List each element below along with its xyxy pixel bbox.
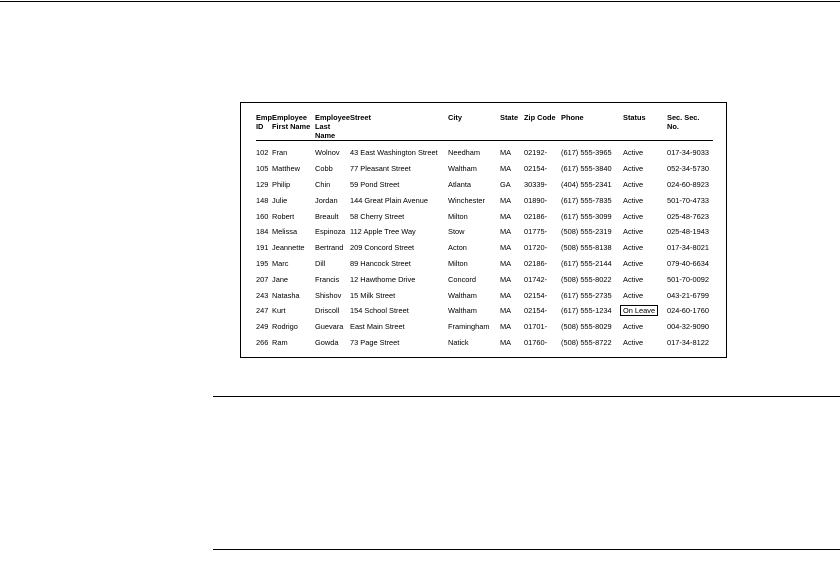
header-line-2: ID <box>256 122 264 131</box>
cell-last-name: Driscoll <box>315 306 340 316</box>
cell-emp-id: 243 <box>256 290 269 300</box>
cell-state: GA <box>500 179 511 189</box>
cell-street: 58 Cherry Street <box>350 211 405 221</box>
cell-zip-code: 02154- <box>524 306 548 316</box>
cell-phone: (508) 555-8029 <box>561 322 612 332</box>
cell-zip-code: 02186- <box>524 258 548 268</box>
cell-city: Waltham <box>448 306 477 316</box>
cell-status <box>623 303 667 319</box>
cell-city: Milton <box>448 258 468 268</box>
header-line-1: Phone <box>561 113 584 122</box>
table-row <box>256 177 713 193</box>
cell-first-name: Kurt <box>272 306 286 316</box>
cell-emp-id: 195 <box>256 258 269 268</box>
table-row <box>256 319 713 335</box>
header-line-1: City <box>448 113 462 122</box>
cell-street: 77 Pleasant Street <box>350 164 411 174</box>
cell-emp-id: 102 <box>256 148 269 158</box>
cell-state: MA <box>500 243 512 253</box>
cell-zip-code: 02154- <box>524 164 548 174</box>
header-line-1: Emp <box>256 113 273 122</box>
header-line-1: Sec. Sec. No. <box>667 113 700 131</box>
cell-city: Acton <box>448 243 467 253</box>
cell-first-name: Matthew <box>272 164 300 174</box>
header-line-1: Street <box>350 113 371 122</box>
cell-city: Waltham <box>448 290 477 300</box>
cell-first-name: Melissa <box>272 227 298 237</box>
cell-zip-code: 01775- <box>524 227 548 237</box>
header-line-1: Status <box>623 113 646 122</box>
cell-street: East Main Street <box>350 322 405 332</box>
cell-last-name: Guevara <box>315 322 344 332</box>
top-rule <box>0 1 840 2</box>
cell-status: Active <box>623 148 644 158</box>
cell-emp-id: 249 <box>256 322 269 332</box>
status-edit-box[interactable]: On Leave <box>620 305 658 316</box>
cell-soc-sec-no: 501-70-0092 <box>667 274 709 284</box>
header-line-2: Last Name <box>315 122 336 140</box>
cell-emp-id: 191 <box>256 243 269 253</box>
header-line-1: Zip Code <box>524 113 556 122</box>
cell-soc-sec-no: 052-34-5730 <box>667 164 709 174</box>
cell-street: 15 Milk Street <box>350 290 396 300</box>
header-line-1: Employee <box>272 113 307 122</box>
cell-phone: (508) 555-2319 <box>561 227 612 237</box>
column-header-emp-id <box>256 113 272 141</box>
cell-phone: (508) 555-8138 <box>561 243 612 253</box>
cell-zip-code: 02154- <box>524 290 548 300</box>
cell-zip-code: 01742- <box>524 274 548 284</box>
cell-city: Concord <box>448 274 476 284</box>
cell-zip-code: 02192- <box>524 148 548 158</box>
cell-first-name: Jane <box>272 274 289 284</box>
column-header-phone <box>561 113 623 141</box>
table-row <box>256 192 713 208</box>
cell-city: Atlanta <box>448 179 472 189</box>
cell-soc-sec-no: 079-40-6634 <box>667 258 709 268</box>
cell-phone: (508) 555-8722 <box>561 337 612 347</box>
cell-zip-code: 01760- <box>524 337 548 347</box>
cell-state: MA <box>500 306 512 316</box>
header-line-1: State <box>500 113 519 122</box>
cell-phone: (617) 555-3965 <box>561 148 612 158</box>
cell-emp-id: 160 <box>256 211 269 221</box>
cell-city: Waltham <box>448 164 477 174</box>
cell-soc-sec-no: 025-48-1943 <box>667 227 709 237</box>
table-row <box>256 303 713 319</box>
cell-status: Active <box>623 290 644 300</box>
cell-last-name: Shishov <box>315 290 342 300</box>
cell-phone: (404) 555-2341 <box>561 179 612 189</box>
cell-status: Active <box>623 274 644 284</box>
table-row <box>256 256 713 272</box>
column-header-state <box>500 113 524 141</box>
cell-emp-id: 266 <box>256 337 269 347</box>
cell-first-name: Rodrigo <box>272 322 298 332</box>
cell-state: MA <box>500 195 512 205</box>
cell-street: 144 Great Plain Avenue <box>350 195 428 205</box>
cell-last-name: Cobb <box>315 164 333 174</box>
cell-street: 89 Hancock Street <box>350 258 411 268</box>
employee-table-figure <box>240 102 727 358</box>
cell-state: MA <box>500 148 512 158</box>
employee-table <box>256 113 713 350</box>
table-row <box>256 335 713 351</box>
cell-city: Framingham <box>448 322 490 332</box>
cell-street: 112 Apple Tree Way <box>350 227 416 237</box>
cell-state: MA <box>500 322 512 332</box>
cell-zip-code: 02186- <box>524 211 548 221</box>
table-row <box>256 161 713 177</box>
column-header-last-name <box>315 113 350 141</box>
cell-status: Active <box>623 179 644 189</box>
column-header-status <box>623 113 667 141</box>
column-header-zip-code <box>524 113 561 141</box>
cell-status: Active <box>623 337 644 347</box>
cell-city: Milton <box>448 211 468 221</box>
cell-zip-code: 01720- <box>524 243 548 253</box>
cell-state: MA <box>500 164 512 174</box>
cell-soc-sec-no: 025-48-7623 <box>667 211 709 221</box>
cell-phone: (617) 555-2144 <box>561 258 612 268</box>
cell-phone: (617) 555-3099 <box>561 211 612 221</box>
cell-zip-code: 01890- <box>524 195 548 205</box>
cell-status: Active <box>623 322 644 332</box>
header-line-2: First Name <box>272 122 311 131</box>
cell-soc-sec-no: 017-34-9033 <box>667 148 709 158</box>
cell-emp-id: 184 <box>256 227 269 237</box>
cell-emp-id: 207 <box>256 274 269 284</box>
cell-phone: (617) 555-7835 <box>561 195 612 205</box>
cell-street: 43 East Washington Street <box>350 148 438 158</box>
cell-city: Winchester <box>448 195 485 205</box>
cell-status: Active <box>623 258 644 268</box>
cell-first-name: Ram <box>272 337 288 347</box>
cell-zip-code: 30339- <box>524 179 548 189</box>
section-rule <box>213 396 840 397</box>
cell-street: 73 Page Street <box>350 337 400 347</box>
cell-first-name: Natasha <box>272 290 300 300</box>
cell-first-name: Julie <box>272 195 288 205</box>
table-row <box>256 287 713 303</box>
cell-state: MA <box>500 274 512 284</box>
cell-street: 59 Pond Street <box>350 179 400 189</box>
cell-last-name: Espinoza <box>315 227 346 237</box>
cell-status: Active <box>623 243 644 253</box>
cell-first-name: Robert <box>272 211 295 221</box>
cell-phone: (617) 555-2735 <box>561 290 612 300</box>
cell-street: 12 Hawthorne Drive <box>350 274 416 284</box>
cell-phone: (508) 555-8022 <box>561 274 612 284</box>
cell-emp-id: 247 <box>256 306 269 316</box>
cell-status: Active <box>623 195 644 205</box>
cell-state: MA <box>500 258 512 268</box>
cell-street: 154 School Street <box>350 306 409 316</box>
cell-city: Needham <box>448 148 481 158</box>
cell-soc-sec-no: 024-60-8923 <box>667 179 709 189</box>
cell-zip-code: 01701- <box>524 322 548 332</box>
cell-city: Natick <box>448 337 469 347</box>
cell-soc-sec-no: 024-60-1760 <box>667 306 709 316</box>
header-line-1: Employee <box>315 113 350 122</box>
cell-last-name: Wolnov <box>315 148 340 158</box>
cell-emp-id: 148 <box>256 195 269 205</box>
cell-first-name: Jeannette <box>272 243 305 253</box>
cell-city: Stow <box>448 227 465 237</box>
table-row <box>256 208 713 224</box>
cell-state: MA <box>500 227 512 237</box>
table-row <box>256 224 713 240</box>
cell-phone: (617) 555-1234 <box>561 306 612 316</box>
table-row <box>256 271 713 287</box>
cell-phone: (617) 555-3840 <box>561 164 612 174</box>
table-row <box>256 141 713 161</box>
cell-first-name: Philip <box>272 179 291 189</box>
cell-first-name: Marc <box>272 258 289 268</box>
cell-last-name: Breault <box>315 211 339 221</box>
column-header-street <box>350 113 448 141</box>
table-body <box>256 141 713 351</box>
cell-state: MA <box>500 337 512 347</box>
cell-last-name: Gowda <box>315 337 339 347</box>
cell-last-name: Dill <box>315 258 326 268</box>
table-header-row <box>256 113 713 141</box>
cell-first-name: Fran <box>272 148 288 158</box>
cell-street: 209 Concord Street <box>350 243 415 253</box>
cell-soc-sec-no: 043-21-6799 <box>667 290 709 300</box>
cell-status: Active <box>623 227 644 237</box>
cell-soc-sec-no: 017-34-8021 <box>667 243 709 253</box>
cell-soc-sec-no: 004-32-9090 <box>667 322 709 332</box>
column-header-soc-sec-no <box>667 113 713 141</box>
cell-last-name: Francis <box>315 274 340 284</box>
cell-status: Active <box>623 211 644 221</box>
column-header-city <box>448 113 500 141</box>
cell-last-name: Jordan <box>315 195 338 205</box>
cell-status: Active <box>623 164 644 174</box>
cell-emp-id: 105 <box>256 164 269 174</box>
cell-soc-sec-no: 017-34-8122 <box>667 337 709 347</box>
cell-state: MA <box>500 290 512 300</box>
table-row <box>256 240 713 256</box>
section-rule-bottom <box>213 549 840 550</box>
cell-soc-sec-no: 501-70-4733 <box>667 195 709 205</box>
cell-state: MA <box>500 211 512 221</box>
cell-emp-id: 129 <box>256 179 269 189</box>
cell-last-name: Bertrand <box>315 243 344 253</box>
column-header-first-name <box>272 113 315 141</box>
cell-last-name: Chin <box>315 179 331 189</box>
